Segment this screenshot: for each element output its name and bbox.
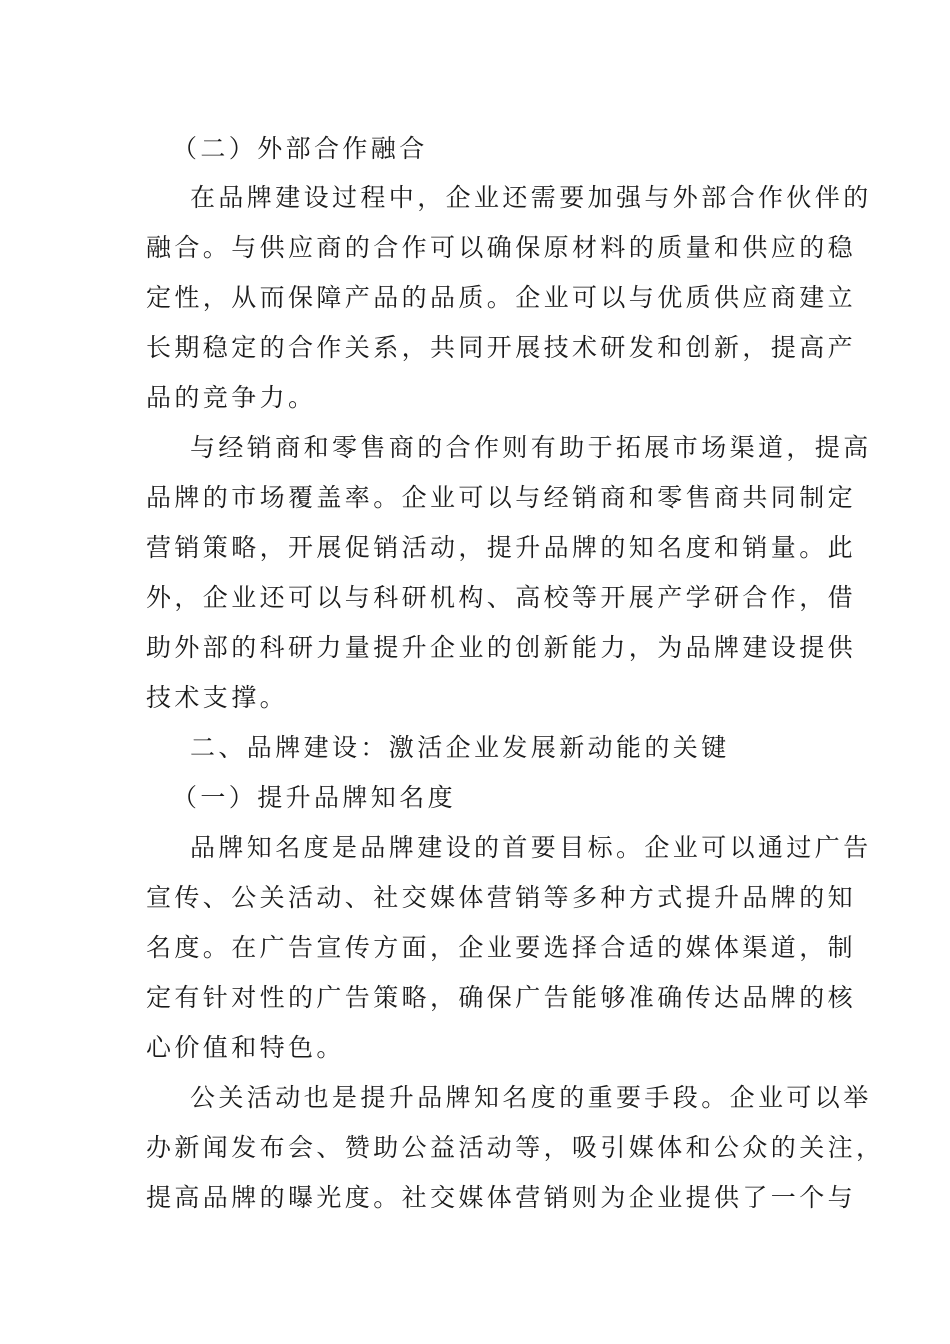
paragraph-line: 提高品牌的曝光度。社交媒体营销则为企业提供了一个与 bbox=[146, 1183, 857, 1212]
paragraph-line: 品牌知名度是品牌建设的首要目标。企业可以通过广告 bbox=[190, 833, 872, 862]
section-heading-brand-awareness: （一）提升品牌知名度 bbox=[172, 783, 457, 812]
chapter-heading-brand-building: 二、品牌建设：激活企业发展新动能的关键 bbox=[190, 733, 730, 762]
paragraph-line: 长期稳定的合作关系，共同开展技术研发和创新，提高产 bbox=[146, 333, 857, 362]
section-heading-external-cooperation: （二）外部合作融合 bbox=[172, 134, 428, 163]
paragraph-line: 定有针对性的广告策略，确保广告能够准确传达品牌的核 bbox=[146, 983, 857, 1012]
paragraph-line: 公关活动也是提升品牌知名度的重要手段。企业可以举 bbox=[190, 1083, 872, 1112]
paragraph-line: 心价值和特色。 bbox=[146, 1033, 345, 1062]
paragraph-line: 外，企业还可以与科研机构、高校等开展产学研合作，借 bbox=[146, 583, 857, 612]
paragraph-line: 营销策略，开展促销活动，提升品牌的知名度和销量。此 bbox=[146, 533, 857, 562]
paragraph-line: 定性，从而保障产品的品质。企业可以与优质供应商建立 bbox=[146, 283, 857, 312]
paragraph-line: 品的竞争力。 bbox=[146, 383, 317, 412]
paragraph-line: 助外部的科研力量提升企业的创新能力，为品牌建设提供 bbox=[146, 633, 857, 662]
paragraph-line: 办新闻发布会、赞助公益活动等，吸引媒体和公众的关注， bbox=[146, 1133, 885, 1162]
paragraph-line: 在品牌建设过程中，企业还需要加强与外部合作伙伴的 bbox=[190, 183, 872, 212]
paragraph-line: 宣传、公关活动、社交媒体营销等多种方式提升品牌的知 bbox=[146, 883, 857, 912]
paragraph-line: 品牌的市场覆盖率。企业可以与经销商和零售商共同制定 bbox=[146, 483, 857, 512]
paragraph-line: 技术支撑。 bbox=[146, 683, 289, 712]
paragraph-line: 名度。在广告宣传方面，企业要选择合适的媒体渠道，制 bbox=[146, 933, 857, 962]
paragraph-line: 融合。与供应商的合作可以确保原材料的质量和供应的稳 bbox=[146, 233, 857, 262]
paragraph-line: 与经销商和零售商的合作则有助于拓展市场渠道，提高 bbox=[190, 433, 872, 462]
